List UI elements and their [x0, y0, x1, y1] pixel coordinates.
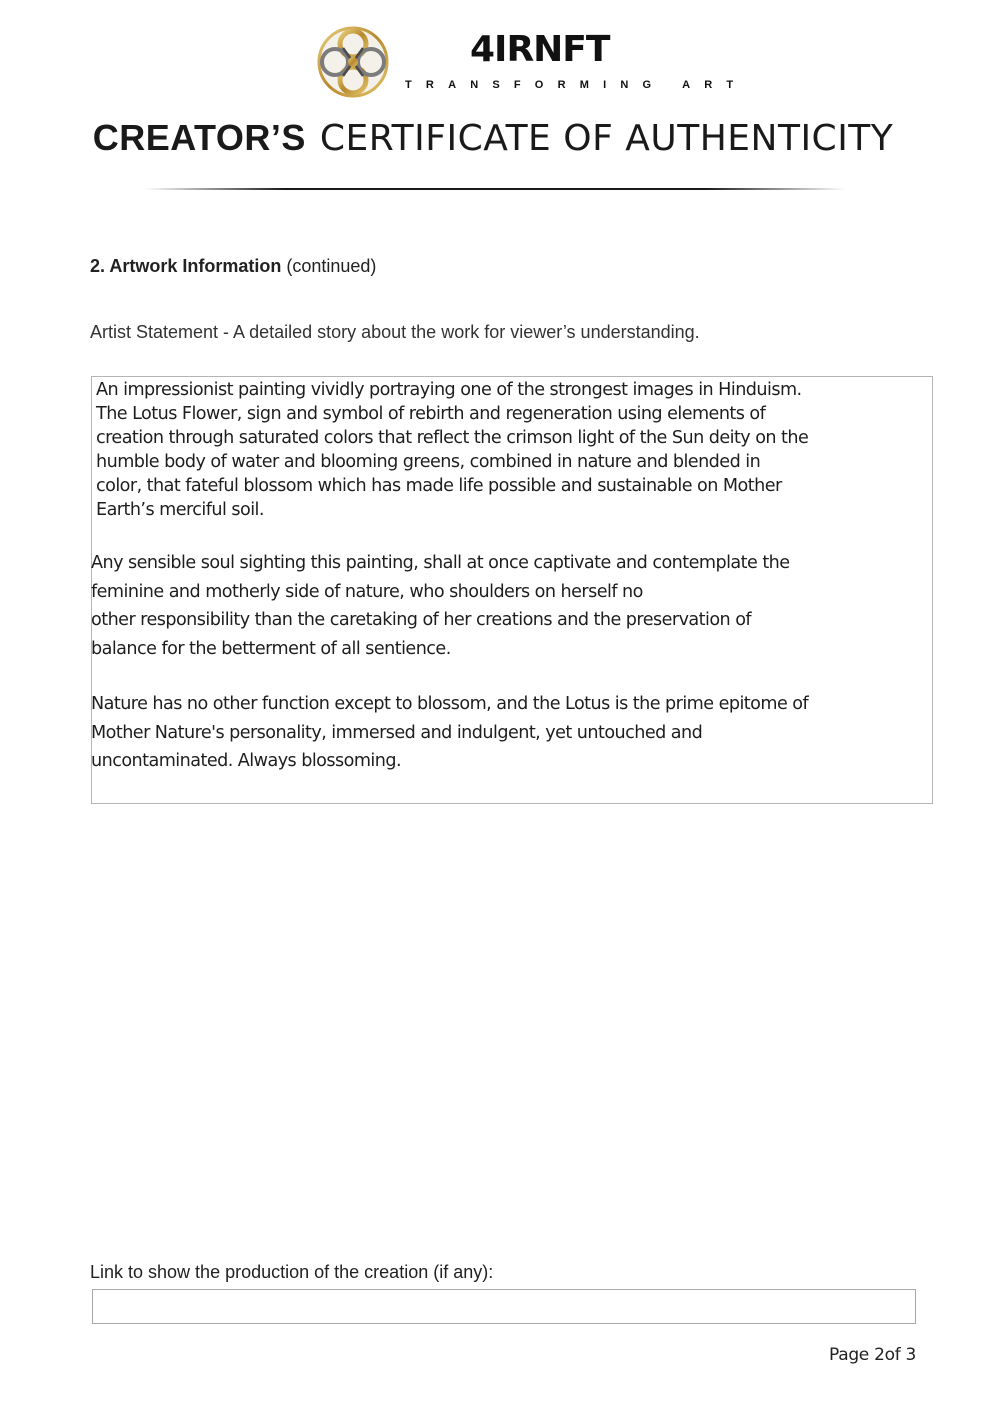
section-heading: [90, 256, 376, 277]
infinity-knot-logo-icon: [316, 24, 390, 100]
brand-tagline: TRANSFORMING ART: [405, 79, 748, 91]
artist-statement-label: Artist Statement - A detailed story about the work for viewer’s understanding.: [90, 322, 700, 342]
page-title: [0, 118, 986, 159]
title-rest-part: CERTIFICATE OF AUTHENTICITY: [319, 118, 894, 159]
artist-statement-paragraph-2: Any sensible soul sighting this painting, shall at once captivate and contemplate the feminine and motherly side of nature, who shoulders on herself no other responsibility than the caretaking of her creations and the preservation of balance for the betterment of all sentience.: [91, 553, 790, 659]
brand-name: 4IRNFT: [470, 29, 610, 70]
page-number: Page 2of 3: [829, 1345, 916, 1365]
production-link-field[interactable]: [92, 1289, 916, 1324]
title-divider: [145, 188, 845, 191]
section-suffix: (continued): [286, 256, 377, 276]
production-link-label: Link to show the production of the creation (if any):: [90, 1262, 494, 1282]
section-title: 2. Artwork Information: [90, 256, 282, 276]
artist-statement-paragraph-3: Nature has no other function except to blossom, and the Lotus is the prime epitome of Mother Nature's personality, immersed and indulgent, yet untouched and uncontaminated. Always blossoming.: [91, 694, 809, 771]
artist-statement-paragraph-1: An impressionist painting vividly portraying one of the strongest images in Hinduism. The Lotus Flower, sign and symbol of rebirth and regeneration using elements of creation through saturated colors that reflect the crimson light of the Sun deity on the humble body of water and blooming greens, combined in nature and blended in color, that fateful blossom which has made life possible and sustainable on Mother Earth’s merciful soil.: [96, 380, 809, 520]
title-bold-part: CREATOR’S: [92, 117, 306, 158]
